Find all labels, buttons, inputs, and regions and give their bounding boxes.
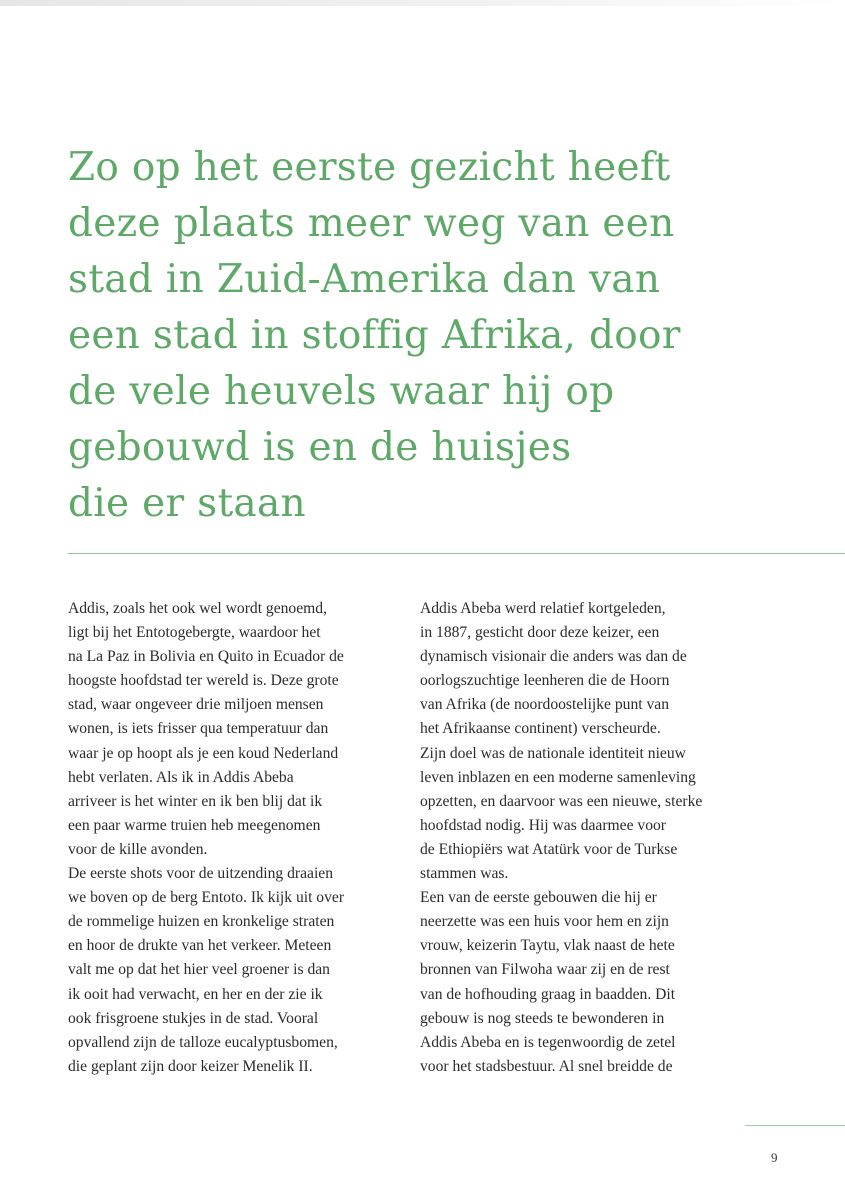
body-text-line: leven inblazen en een moderne samenleving bbox=[420, 768, 696, 786]
body-text-line: we boven op de berg Entoto. Ik kijk uit over bbox=[68, 889, 345, 907]
body-text-line: oorlogszuchtige leenheren die de Hoorn bbox=[420, 672, 670, 690]
body-text-line: voor het stadsbestuur. Al snel breidde de bbox=[420, 1057, 673, 1075]
body-column-right bbox=[420, 597, 755, 1079]
page-top-edge bbox=[0, 0, 845, 6]
pull-quote-line: de vele heuvels waar hij op bbox=[68, 369, 615, 414]
body-text-line: het Afrikaanse continent) verscheurde. bbox=[420, 720, 661, 738]
body-text-line: hebt verlaten. Als ik in Addis Abeba bbox=[68, 768, 294, 786]
page-number: 9 bbox=[771, 1150, 778, 1165]
pull-quote bbox=[68, 140, 838, 532]
body-text-line: valt me op dat het hier veel groener is dan bbox=[68, 961, 330, 979]
body-text-line: neerzette was een huis voor hem en zijn bbox=[420, 913, 669, 931]
body-text-line: bronnen van Filwoha waar zij en de rest bbox=[420, 961, 670, 979]
body-text-line: ligt bij het Entotogebergte, waardoor het bbox=[68, 624, 321, 642]
body-text-line: gebouw is nog steeds te bewonderen in bbox=[420, 1009, 665, 1027]
pull-quote-line: deze plaats meer weg van een bbox=[68, 201, 675, 246]
body-text-line: vrouw, keizerin Taytu, vlak naast de hete bbox=[420, 937, 675, 955]
pull-quote-line: stad in Zuid-Amerika dan van bbox=[68, 257, 661, 302]
body-text-line: Addis Abeba werd relatief kortgeleden, bbox=[420, 600, 666, 617]
body-text-line: De eerste shots voor de uitzending draaien bbox=[68, 865, 334, 883]
body-text-line: Addis Abeba en is tegenwoordig de zetel bbox=[420, 1033, 676, 1051]
pull-quote-line: een stad in stoffig Afrika, door bbox=[68, 313, 681, 358]
body-text-line: arriveer is het winter en ik ben blij dat ik bbox=[68, 792, 323, 810]
body-text-line: ook frisgroene stukjes in de stad. Vooral bbox=[68, 1009, 319, 1027]
body-column-left bbox=[68, 597, 403, 1079]
body-text-line: voor de kille avonden. bbox=[68, 840, 208, 858]
body-text-line: een paar warme truien heb meegenomen bbox=[68, 816, 321, 834]
pull-quote-line: gebouwd is en de huisjes bbox=[68, 425, 572, 470]
body-text-line: opvallend zijn de talloze eucalyptusbomen, bbox=[68, 1033, 338, 1051]
body-text-line: van de hofhouding graag in baadden. Dit bbox=[420, 985, 676, 1003]
body-text-line: de rommelige huizen en kronkelige straten bbox=[68, 913, 335, 931]
section-divider bbox=[68, 553, 845, 554]
body-text-line: na La Paz in Bolivia en Quito in Ecuador de bbox=[68, 648, 344, 666]
pull-quote-line: die er staan bbox=[68, 481, 306, 526]
body-text-line: van Afrika (de noordoostelijke punt van bbox=[420, 696, 670, 714]
body-text-line: opzetten, en daarvoor was een nieuwe, sterke bbox=[420, 792, 703, 810]
body-text-line: en hoor de drukte van het verkeer. Meteen bbox=[68, 937, 332, 955]
body-text-line: wonen, is iets frisser qua temperatuur dan bbox=[68, 720, 329, 738]
body-text-line: de Ethiopiërs wat Atatürk voor de Turkse bbox=[420, 840, 678, 858]
body-text-line: stad, waar ongeveer drie miljoen mensen bbox=[68, 696, 324, 714]
body-text-line: waar je op hoopt als je een koud Nederland bbox=[68, 744, 339, 762]
body-text-line: hoogste hoofdstad ter wereld is. Deze grote bbox=[68, 672, 339, 690]
body-text-line: die geplant zijn door keizer Menelik II. bbox=[68, 1057, 313, 1075]
body-text-line: ik ooit had verwacht, en her en der zie ik bbox=[68, 985, 323, 1003]
body-text-line: hoofdstad nodig. Hij was daarmee voor bbox=[420, 816, 666, 834]
pull-quote-line: Zo op het eerste gezicht heeft bbox=[68, 145, 671, 190]
footer-rule bbox=[745, 1125, 845, 1126]
body-text-line: Zijn doel was de nationale identiteit nieuw bbox=[420, 744, 686, 762]
body-text-line: stammen was. bbox=[420, 865, 509, 883]
body-text-line: dynamisch visionair die anders was dan de bbox=[420, 648, 687, 666]
body-text-line: Een van de eerste gebouwen die hij er bbox=[420, 889, 657, 907]
body-text-line: in 1887, gesticht door deze keizer, een bbox=[420, 624, 660, 642]
body-text-line: Addis, zoals het ook wel wordt genoemd, bbox=[68, 600, 327, 617]
